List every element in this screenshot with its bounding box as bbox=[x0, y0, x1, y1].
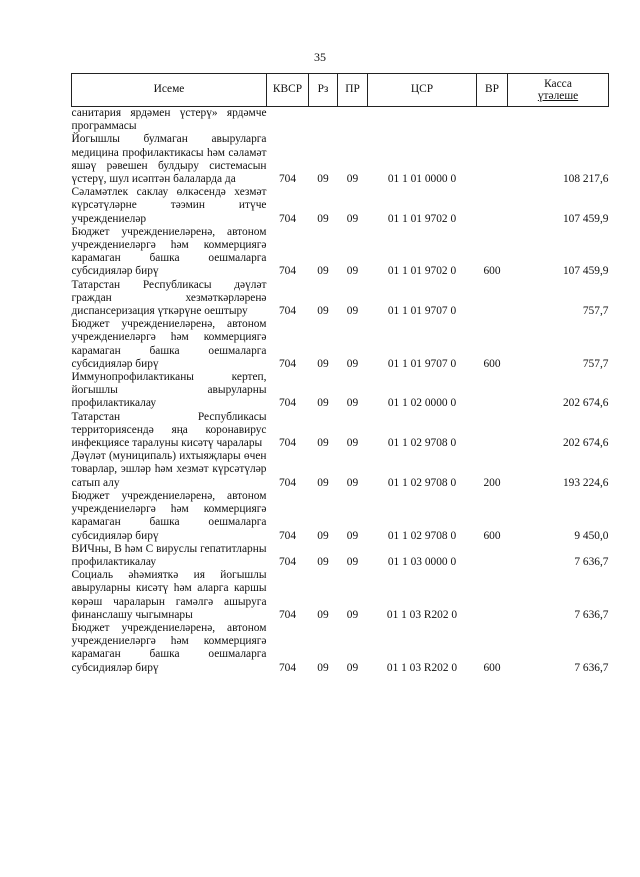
cell-amount: 7 636,7 bbox=[574, 661, 609, 674]
table-row bbox=[72, 279, 609, 319]
cell-pr: 09 bbox=[346, 476, 359, 489]
cell-csr bbox=[368, 107, 477, 134]
header-kassa-line2: үтәлеше bbox=[537, 90, 579, 102]
cell-kvsr bbox=[267, 107, 309, 134]
table-row bbox=[72, 543, 609, 569]
cell-name: Бюджет учреждениеләренә, автоном учреждениеләргә һәм коммерциягә карамаган башка оешмаларга субсидияләр бирү bbox=[71, 318, 267, 370]
cell-csr: 01 1 01 9707 0 bbox=[387, 357, 457, 370]
cell-rz: 09 bbox=[317, 661, 329, 674]
cell-amount: 9 450,0 bbox=[574, 529, 609, 542]
table-row bbox=[72, 622, 609, 675]
cell-rz: 09 bbox=[317, 437, 329, 450]
cell-amount: 757,7 bbox=[582, 305, 609, 318]
table-row bbox=[72, 411, 609, 451]
cell-rz bbox=[309, 107, 338, 134]
cell-amount: 7 636,7 bbox=[574, 555, 609, 568]
cell-csr: 01 1 02 9708 0 bbox=[387, 437, 457, 450]
cell-pr: 09 bbox=[346, 357, 359, 370]
header-rz: Рз bbox=[309, 74, 338, 107]
header-pr: ПР bbox=[338, 74, 368, 107]
header-csr: ЦСР bbox=[368, 74, 477, 107]
cell-pr: 09 bbox=[346, 397, 359, 410]
cell-vr: 600 bbox=[483, 661, 501, 674]
cell-kvsr: 704 bbox=[278, 212, 297, 225]
cell-csr: 01 1 01 0000 0 bbox=[387, 173, 457, 186]
cell-csr: 01 1 02 0000 0 bbox=[387, 397, 457, 410]
cell-rz: 09 bbox=[317, 173, 329, 186]
cell-csr: 01 1 01 9702 0 bbox=[387, 212, 457, 225]
cell-name: Татарстан Республикасы территориясендә яңа коронавирус инфекциясе таралуны кисәтү чаралары bbox=[71, 410, 267, 450]
table-row bbox=[72, 569, 609, 622]
cell-pr: 09 bbox=[346, 555, 359, 568]
cell-vr bbox=[477, 371, 508, 411]
cell-amount: 107 459,9 bbox=[562, 212, 609, 225]
cell-amount: 757,7 bbox=[582, 357, 609, 370]
cell-name: Сәламәтлек саклау өлкәсендә хезмәт күрсәтүләрне тәэмин итүче учреждениеләр bbox=[71, 186, 267, 225]
cell-rz: 09 bbox=[317, 305, 329, 318]
cell-pr: 09 bbox=[346, 661, 359, 674]
cell-amount: 7 636,7 bbox=[574, 608, 609, 621]
cell-name: Бюджет учреждениеләренә, автоном учреждениеләргә һәм коммерциягә карамаган башка оешмаларга субсидияләр бирү bbox=[71, 225, 267, 278]
table-row bbox=[72, 107, 609, 134]
cell-pr: 09 bbox=[346, 437, 359, 450]
cell-vr: 600 bbox=[483, 529, 501, 542]
table-row bbox=[72, 450, 609, 490]
cell-vr bbox=[477, 543, 508, 569]
cell-amount bbox=[508, 107, 609, 134]
cell-csr: 01 1 03 R202 0 bbox=[386, 608, 458, 621]
header-name: Исеме bbox=[72, 74, 267, 107]
cell-name: ВИЧны, В һәм С вируслы гепатитларны профилактикалау bbox=[71, 542, 267, 568]
cell-rz: 09 bbox=[317, 608, 329, 621]
cell-vr bbox=[477, 133, 508, 186]
header-kvsr: КВСР bbox=[267, 74, 309, 107]
cell-vr bbox=[477, 186, 508, 226]
cell-rz: 09 bbox=[317, 265, 329, 278]
cell-pr: 09 bbox=[346, 608, 359, 621]
cell-vr bbox=[477, 569, 508, 622]
cell-rz: 09 bbox=[317, 397, 329, 410]
cell-vr: 200 bbox=[483, 476, 501, 489]
cell-amount: 107 459,9 bbox=[562, 265, 609, 278]
cell-pr: 09 bbox=[346, 173, 359, 186]
cell-amount: 202 674,6 bbox=[562, 397, 609, 410]
cell-kvsr: 704 bbox=[278, 265, 297, 278]
cell-vr bbox=[477, 107, 508, 134]
header-kassa-line2-wrap bbox=[510, 90, 606, 102]
cell-amount: 193 224,6 bbox=[562, 476, 609, 489]
cell-kvsr: 704 bbox=[278, 661, 297, 674]
cell-name: Иммунопрофилактиканы кертеп, йогышлы авыруларны профилактикалау bbox=[71, 371, 267, 410]
cell-kvsr: 704 bbox=[278, 476, 297, 489]
header-kassa bbox=[508, 74, 609, 107]
cell-pr: 09 bbox=[346, 305, 359, 318]
cell-kvsr: 704 bbox=[278, 437, 297, 450]
cell-csr: 01 1 03 0000 0 bbox=[387, 555, 457, 568]
cell-rz: 09 bbox=[317, 555, 329, 568]
table-row bbox=[72, 226, 609, 279]
cell-rz: 09 bbox=[317, 357, 329, 370]
cell-name: Татарстан Республикасы дәүләт граждан хезмәткәрләренә диспансеризация үткәрүне оештыру bbox=[71, 278, 267, 318]
page-number: 35 bbox=[314, 50, 326, 64]
header-vr: ВР bbox=[477, 74, 508, 107]
table-row bbox=[72, 318, 609, 371]
cell-pr: 09 bbox=[346, 265, 359, 278]
cell-csr: 01 1 01 9707 0 bbox=[387, 305, 457, 318]
budget-table bbox=[71, 73, 609, 675]
cell-rz: 09 bbox=[317, 529, 329, 542]
cell-csr: 01 1 03 R202 0 bbox=[386, 661, 458, 674]
cell-amount: 202 674,6 bbox=[562, 437, 609, 450]
cell-name: Социаль әһәмияткә ия йогышлы авыруларны кисәтү һәм аларга каршы көрәш чараларын гамәлгә ашыруга финанслашу чыгымнары bbox=[71, 569, 267, 621]
cell-vr: 600 bbox=[483, 357, 501, 370]
cell-name: Бюджет учреждениеләренә, автоном учреждениеләргә һәм коммерциягә карамаган башка оешмаларга субсидияләр бирү bbox=[71, 489, 267, 542]
cell-vr: 600 bbox=[483, 265, 501, 278]
header-kassa-line1: Касса bbox=[544, 78, 572, 90]
cell-kvsr: 704 bbox=[278, 529, 297, 542]
cell-pr: 09 bbox=[346, 529, 359, 542]
cell-kvsr: 704 bbox=[278, 305, 297, 318]
table-row bbox=[72, 133, 609, 186]
table-header bbox=[72, 74, 609, 107]
cell-name: Дәүләт (муниципаль) ихтыяҗлары өчен товарлар, эшләр һәм хезмәт күрсәтүләр сатып алу bbox=[71, 450, 267, 489]
cell-amount: 108 217,6 bbox=[562, 173, 609, 186]
cell-name: Йогышлы булмаган авыруларга медицина профилактикасы һәм сәламәт яшәү рәвешен булдыру системасын үстерү, шул исәптән балаларда да bbox=[71, 133, 267, 186]
cell-kvsr: 704 bbox=[278, 173, 297, 186]
cell-rz: 09 bbox=[317, 212, 329, 225]
cell-csr: 01 1 01 9702 0 bbox=[387, 265, 457, 278]
cell-rz: 09 bbox=[317, 476, 329, 489]
cell-name: санитария ярдәмен үстерү» ярдәмче программасы bbox=[71, 107, 267, 133]
cell-kvsr: 704 bbox=[278, 397, 297, 410]
table-row bbox=[72, 371, 609, 411]
cell-csr: 01 1 02 9708 0 bbox=[387, 476, 457, 489]
cell-kvsr: 704 bbox=[278, 608, 297, 621]
header-row bbox=[72, 74, 609, 107]
cell-kvsr: 704 bbox=[278, 555, 297, 568]
table-row bbox=[72, 490, 609, 543]
cell-kvsr: 704 bbox=[278, 357, 297, 370]
cell-csr: 01 1 02 9708 0 bbox=[387, 529, 457, 542]
table-row bbox=[72, 186, 609, 226]
cell-pr bbox=[338, 107, 368, 134]
cell-name: Бюджет учреждениеләренә, автоном учреждениеләргә һәм коммерциягә карамаган башка оешмаларга субсидияләр бирү bbox=[71, 621, 267, 674]
cell-vr bbox=[477, 411, 508, 451]
cell-pr: 09 bbox=[346, 212, 359, 225]
table-body bbox=[72, 107, 609, 675]
cell-vr bbox=[477, 279, 508, 319]
